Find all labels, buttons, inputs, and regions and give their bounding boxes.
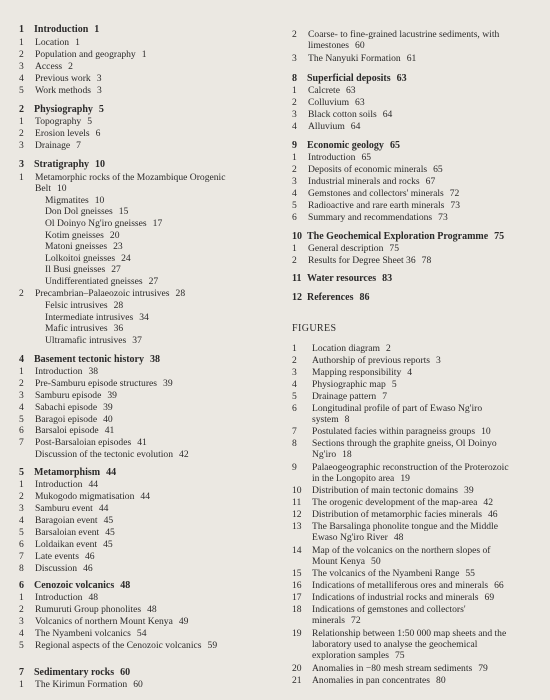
entry-number: 8 bbox=[292, 73, 297, 84]
page-number: 46 bbox=[487, 509, 498, 520]
entry-title: The Nanyuki Formation bbox=[308, 53, 401, 64]
page-number: 3 bbox=[96, 85, 102, 96]
page-number: 54 bbox=[136, 628, 147, 639]
page-number: 5 bbox=[391, 379, 397, 390]
entry-title: Post-Barsaloian episodes bbox=[35, 437, 132, 448]
entry-number: 6 bbox=[292, 403, 297, 414]
page-number: 46 bbox=[83, 563, 93, 574]
entry-title: Don Dol gneisses bbox=[45, 206, 113, 217]
entry-number: 3 bbox=[292, 53, 297, 64]
page-number: 1 bbox=[141, 49, 147, 60]
entry-title: Ultramafic intrusives bbox=[45, 335, 127, 346]
page-number: 48 bbox=[120, 580, 131, 591]
entry-number: 6 bbox=[19, 580, 24, 591]
entry-title: Samburu event bbox=[35, 503, 93, 514]
entry-title: Rumuruti Group phonolites bbox=[35, 604, 142, 615]
entry-title: Black cotton soils bbox=[308, 109, 377, 120]
page-number: 44 bbox=[98, 503, 109, 514]
entry-title: Belt bbox=[35, 183, 51, 194]
page-number: 79 bbox=[478, 663, 488, 674]
page-number: 27 bbox=[111, 264, 121, 275]
entry-title: limestones bbox=[308, 40, 350, 51]
entry-title: Discussion of the tectonic evolution bbox=[35, 449, 174, 460]
page-number: 7 bbox=[382, 391, 387, 402]
page-number: 2 bbox=[68, 61, 73, 72]
entry-title: Samburu episode bbox=[35, 390, 102, 401]
page-number: 38 bbox=[88, 366, 99, 377]
page-number: 65 bbox=[361, 152, 372, 163]
figures-heading: FIGURES bbox=[292, 323, 337, 334]
entry-title: Late events bbox=[35, 551, 79, 562]
entry-title: Coarse- to fine-grained lacustrine sediments, with bbox=[308, 29, 500, 40]
page-number: 60 bbox=[133, 679, 143, 690]
entry-title: Colluvium bbox=[308, 97, 350, 108]
entry-title: Sedimentary rocks bbox=[34, 667, 115, 678]
entry-number: 3 bbox=[19, 159, 24, 170]
entry-title: The Geochemical Exploration Programme bbox=[307, 231, 489, 242]
page-number: 10 bbox=[95, 159, 105, 170]
page-number: 40 bbox=[103, 414, 113, 425]
entry-number: 2 bbox=[292, 355, 297, 366]
entry-title: Water resources bbox=[307, 273, 377, 284]
entry-title: Previous work bbox=[35, 73, 91, 84]
entry-number: 1 bbox=[19, 24, 24, 35]
page-number: 39 bbox=[464, 485, 474, 496]
page-number: 5 bbox=[98, 104, 104, 115]
entry-title: Postulated facies within paragneiss groups bbox=[312, 426, 476, 437]
entry-title: Physiography bbox=[34, 104, 93, 115]
entry-number: 18 bbox=[292, 604, 302, 615]
entry-number: 1 bbox=[19, 172, 24, 183]
page-number: 48 bbox=[393, 532, 404, 543]
entry-title: Industrial minerals and rocks bbox=[308, 176, 420, 187]
entry-title: Regional aspects of the Cenozoic volcanics bbox=[35, 640, 202, 651]
entry-number: 4 bbox=[19, 73, 24, 84]
entry-number: 11 bbox=[292, 273, 302, 284]
entry-title: Ewaso Ng'iro River bbox=[312, 532, 388, 543]
entry-title: Location diagram bbox=[312, 343, 380, 354]
entry-number: 10 bbox=[292, 231, 302, 242]
page-number: 63 bbox=[345, 85, 356, 96]
entry-title: Erosion levels bbox=[35, 128, 90, 139]
entry-title: Introduction bbox=[308, 152, 356, 163]
page-number: 45 bbox=[103, 515, 114, 526]
entry-number: 9 bbox=[292, 462, 297, 473]
entry-number: 16 bbox=[292, 580, 302, 591]
entry-title: Mapping responsibility bbox=[312, 367, 402, 378]
entry-number: 7 bbox=[292, 426, 297, 437]
entry-number: 2 bbox=[19, 104, 24, 115]
entry-title: Migmatites bbox=[45, 195, 89, 206]
entry-number: 2 bbox=[292, 255, 297, 266]
page-number: 4 bbox=[407, 367, 413, 378]
entry-number: 2 bbox=[292, 97, 297, 108]
page-number: 1 bbox=[75, 37, 80, 48]
entry-number: 2 bbox=[292, 29, 297, 40]
entry-title: Il Busi gneisses bbox=[45, 264, 106, 275]
entry-title: system bbox=[312, 414, 339, 425]
page-number: 80 bbox=[436, 675, 446, 686]
page-number: 41 bbox=[104, 425, 115, 436]
entry-title: Palaeogeographic reconstruction of the Proterozoic bbox=[312, 462, 509, 473]
entry-title: Anomalies in pan concentrates bbox=[312, 675, 431, 686]
entry-title: Discussion bbox=[35, 563, 78, 574]
page-number: 39 bbox=[103, 402, 113, 413]
entry-number: 3 bbox=[19, 616, 24, 627]
entry-title: Metamorphism bbox=[34, 467, 101, 478]
page-number: 66 bbox=[494, 580, 504, 591]
page-number: 65 bbox=[433, 164, 443, 175]
entry-number: 1 bbox=[292, 152, 297, 163]
page-number: 75 bbox=[395, 650, 405, 661]
page-number: 10 bbox=[57, 183, 67, 194]
page-number: 8 bbox=[344, 414, 350, 425]
entry-title: Anomalies in −80 mesh stream sediments bbox=[312, 663, 473, 674]
entry-title: Summary and recommendations bbox=[308, 212, 433, 223]
entry-title: Drainage bbox=[35, 140, 71, 151]
entry-number: 1 bbox=[19, 592, 24, 603]
entry-title: Mount Kenya bbox=[312, 556, 366, 567]
page-number: 44 bbox=[140, 491, 150, 502]
entry-title: Ng'iro bbox=[312, 449, 337, 460]
entry-title: Drainage pattern bbox=[312, 391, 377, 402]
entry-number: 4 bbox=[19, 402, 24, 413]
entry-number: 13 bbox=[292, 521, 302, 532]
page-number: 46 bbox=[84, 551, 95, 562]
entry-title: Access bbox=[35, 61, 63, 72]
entry-number: 1 bbox=[19, 37, 24, 48]
page-number: 86 bbox=[359, 292, 370, 303]
entry-number: 2 bbox=[292, 164, 297, 175]
page-number: 42 bbox=[179, 449, 189, 460]
entry-title: Relationship between 1:50 000 map sheets and the bbox=[312, 628, 507, 639]
entry-number: 6 bbox=[19, 539, 24, 550]
page-number: 1 bbox=[94, 24, 100, 35]
page-number: 49 bbox=[178, 616, 189, 627]
entry-title: Barsaloian event bbox=[35, 527, 100, 538]
page-number: 36 bbox=[113, 323, 124, 334]
entry-number: 4 bbox=[19, 515, 24, 526]
entry-title: Kotim gneisses bbox=[45, 230, 104, 241]
entry-title: The orogenic development of the map-area bbox=[312, 497, 478, 508]
entry-number: 3 bbox=[19, 390, 24, 401]
entry-title: Felsic intrusives bbox=[45, 300, 108, 311]
entry-title: Undifferentiated gneisses bbox=[45, 276, 143, 287]
page-number: 18 bbox=[342, 449, 352, 460]
entry-number: 10 bbox=[292, 485, 302, 496]
entry-number: 4 bbox=[19, 354, 24, 365]
page-number: 17 bbox=[152, 218, 163, 229]
entry-title: The volcanics of the Nyambeni Range bbox=[312, 568, 460, 579]
page-number: 44 bbox=[106, 467, 117, 478]
page-number: 19 bbox=[400, 473, 410, 484]
entry-title: Baragoian event bbox=[35, 515, 98, 526]
entry-title: Cenozoic volcanics bbox=[34, 580, 115, 591]
entry-number: 2 bbox=[19, 491, 24, 502]
page-number: 48 bbox=[88, 592, 99, 603]
entry-number: 5 bbox=[292, 391, 297, 402]
entry-title: Loldaikan event bbox=[35, 539, 98, 550]
entry-title: Deposits of economic minerals bbox=[308, 164, 428, 175]
entry-title: Authorship of previous reports bbox=[312, 355, 431, 366]
entry-title: Barsaloi episode bbox=[35, 425, 99, 436]
page-number: 7 bbox=[76, 140, 81, 151]
entry-title: Metamorphic rocks of the Mozambique Orogenic bbox=[35, 172, 226, 183]
entry-number: 2 bbox=[19, 604, 24, 615]
page-number: 48 bbox=[147, 604, 157, 615]
page-number: 67 bbox=[425, 176, 436, 187]
entry-title: Topography bbox=[35, 116, 82, 127]
entry-title: The Barsalinga phonolite tongue and the Middle bbox=[312, 521, 498, 532]
page-number: 6 bbox=[95, 128, 101, 139]
page-number: 24 bbox=[121, 253, 131, 264]
entry-title: Alluvium bbox=[308, 121, 345, 132]
entry-title: Introduction bbox=[35, 592, 83, 603]
page-number: 3 bbox=[96, 73, 102, 84]
page-number: 60 bbox=[355, 40, 365, 51]
entry-number: 8 bbox=[19, 563, 24, 574]
page-number: 10 bbox=[94, 195, 105, 206]
entry-number: 2 bbox=[19, 49, 24, 60]
page-number: 72 bbox=[351, 615, 361, 626]
entry-title: Population and geography bbox=[35, 49, 136, 60]
entry-title: Precambrian–Palaeozoic intrusives bbox=[35, 288, 170, 299]
page-number: 42 bbox=[483, 497, 494, 508]
page-number: 34 bbox=[139, 312, 149, 323]
entry-title: References bbox=[307, 292, 354, 303]
entry-title: Sabachi episode bbox=[35, 402, 98, 413]
entry-title: Baragoi episode bbox=[35, 414, 98, 425]
entry-number: 1 bbox=[19, 679, 24, 690]
entry-title: Location bbox=[35, 37, 70, 48]
entry-number: 7 bbox=[19, 437, 24, 448]
entry-number: 1 bbox=[292, 243, 297, 254]
entry-number: 3 bbox=[19, 61, 24, 72]
entry-title: Mafic intrusives bbox=[45, 323, 108, 334]
entry-number: 5 bbox=[19, 640, 24, 651]
entry-title: Gemstones and collectors' minerals bbox=[308, 188, 444, 199]
page-number: 75 bbox=[389, 243, 399, 254]
entry-title: in the Longopito area bbox=[312, 473, 395, 484]
entry-number: 4 bbox=[292, 379, 297, 390]
page-number: 20 bbox=[109, 230, 120, 241]
entry-number: 3 bbox=[292, 367, 297, 378]
entry-title: Indications of industrial rocks and minerals bbox=[312, 592, 479, 603]
page-number: 50 bbox=[371, 556, 381, 567]
entry-title: Volcanics of northern Mount Kenya bbox=[35, 616, 173, 627]
entry-number: 21 bbox=[292, 675, 302, 686]
entry-title: exploration samples bbox=[312, 650, 389, 661]
entry-title: Introduction bbox=[35, 366, 83, 377]
page-number: 73 bbox=[438, 212, 448, 223]
page-number: 83 bbox=[382, 273, 393, 284]
entry-title: Superficial deposits bbox=[307, 73, 391, 84]
entry-number: 3 bbox=[292, 176, 297, 187]
entry-title: Stratigraphy bbox=[34, 159, 89, 170]
entry-number: 2 bbox=[19, 378, 24, 389]
page-number: 44 bbox=[88, 479, 99, 490]
page-number: 10 bbox=[481, 426, 491, 437]
entry-number: 3 bbox=[19, 140, 24, 151]
entry-number: 1 bbox=[292, 85, 297, 96]
entry-title: Mukogodo migmatisation bbox=[35, 491, 135, 502]
entry-title: Work methods bbox=[35, 85, 91, 96]
entry-title: Ol Doinyo Ng'iro gneisses bbox=[45, 218, 147, 229]
page-number: 63 bbox=[355, 97, 365, 108]
entry-number: 6 bbox=[19, 425, 24, 436]
page-number: 69 bbox=[484, 592, 495, 603]
page-number: 41 bbox=[137, 437, 147, 448]
entry-title: Pre-Samburu episode structures bbox=[35, 378, 158, 389]
page-number: 45 bbox=[103, 539, 113, 550]
page-number: 37 bbox=[132, 335, 142, 346]
entry-title: minerals bbox=[312, 615, 346, 626]
entry-number: 20 bbox=[292, 663, 302, 674]
entry-title: Intermediate intrusives bbox=[45, 312, 134, 323]
entry-number: 3 bbox=[292, 109, 297, 120]
page-number: 75 bbox=[494, 231, 505, 242]
page-number: 38 bbox=[149, 354, 160, 365]
entry-number: 2 bbox=[19, 288, 24, 299]
entry-number: 12 bbox=[292, 509, 302, 520]
entry-title: laboratory used to analyse the geochemical bbox=[312, 639, 478, 650]
entry-title: Physiographic map bbox=[312, 379, 386, 390]
entry-number: 9 bbox=[292, 140, 297, 151]
entry-number: 4 bbox=[292, 188, 297, 199]
page-number: 39 bbox=[163, 378, 173, 389]
page-number: 78 bbox=[421, 255, 432, 266]
page-number: 73 bbox=[450, 200, 460, 211]
page-number: 55 bbox=[465, 568, 475, 579]
page-number: 28 bbox=[175, 288, 186, 299]
entry-number: 5 bbox=[19, 85, 24, 96]
entry-title: The Kirimun Formation bbox=[35, 679, 128, 690]
entry-number: 1 bbox=[19, 366, 24, 377]
entry-title: Radioactive and rare earth minerals bbox=[308, 200, 445, 211]
entry-title: General description bbox=[308, 243, 384, 254]
page-number: 45 bbox=[105, 527, 115, 538]
page-number: 39 bbox=[107, 390, 117, 401]
page-number: 23 bbox=[113, 241, 123, 252]
entry-number: 11 bbox=[292, 497, 302, 508]
entry-number: 19 bbox=[292, 628, 302, 639]
entry-title: Lolkoitoi gneisses bbox=[45, 253, 116, 264]
entry-title: Map of the volcanics on the northern slopes of bbox=[312, 545, 491, 556]
entry-number: 15 bbox=[292, 568, 302, 579]
entry-title: Introduction bbox=[35, 479, 83, 490]
page-number: 5 bbox=[87, 116, 93, 127]
entry-number: 14 bbox=[292, 545, 302, 556]
entry-title: Results for Degree Sheet 36 bbox=[308, 255, 416, 266]
entry-number: 1 bbox=[292, 343, 297, 354]
entry-title: Distribution of metamorphic facies minerals bbox=[312, 509, 482, 520]
page-number: 15 bbox=[118, 206, 129, 217]
page-number: 65 bbox=[389, 140, 400, 151]
entry-number: 6 bbox=[292, 212, 297, 223]
entry-number: 1 bbox=[19, 479, 24, 490]
page-number: 60 bbox=[120, 667, 131, 678]
entry-title: Indications of metalliferous ores and minerals bbox=[312, 580, 489, 591]
page-number: 61 bbox=[406, 53, 417, 64]
entry-title: Distribution of main tectonic domains bbox=[312, 485, 459, 496]
entry-number: 5 bbox=[19, 467, 24, 478]
page-number: 59 bbox=[207, 640, 218, 651]
entry-number: 2 bbox=[19, 128, 24, 139]
entry-number: 12 bbox=[292, 292, 302, 303]
entry-title: Calcrete bbox=[308, 85, 340, 96]
entry-number: 1 bbox=[19, 116, 24, 127]
entry-title: The Nyambeni volcanics bbox=[35, 628, 131, 639]
page-number: 28 bbox=[113, 300, 124, 311]
entry-number: 8 bbox=[292, 438, 297, 449]
page-number: 63 bbox=[396, 73, 407, 84]
page-number: 3 bbox=[436, 355, 441, 366]
entry-number: 4 bbox=[19, 628, 24, 639]
entry-number: 7 bbox=[19, 551, 24, 562]
entry-title: Basement tectonic history bbox=[34, 354, 144, 365]
entry-title: Sections through the graphite gneiss, Ol Doinyo bbox=[312, 438, 497, 449]
entry-number: 7 bbox=[19, 667, 24, 678]
entry-title: Indications of gemstones and collectors' bbox=[312, 604, 466, 615]
entry-title: Longitudinal profile of part of Ewaso Ng'iro bbox=[312, 403, 483, 414]
entry-title: Economic geology bbox=[307, 140, 384, 151]
entry-title: Introduction bbox=[34, 24, 89, 35]
page-number: 64 bbox=[382, 109, 393, 120]
entry-title: Matoni gneisses bbox=[45, 241, 108, 252]
page-number: 2 bbox=[385, 343, 391, 354]
entry-number: 17 bbox=[292, 592, 302, 603]
page-number: 64 bbox=[350, 121, 361, 132]
entry-number: 4 bbox=[292, 121, 297, 132]
entry-number: 5 bbox=[19, 414, 24, 425]
page-number: 27 bbox=[148, 276, 159, 287]
page-number: 72 bbox=[449, 188, 460, 199]
entry-number: 5 bbox=[19, 527, 24, 538]
entry-number: 5 bbox=[292, 200, 297, 211]
entry-number: 3 bbox=[19, 503, 24, 514]
